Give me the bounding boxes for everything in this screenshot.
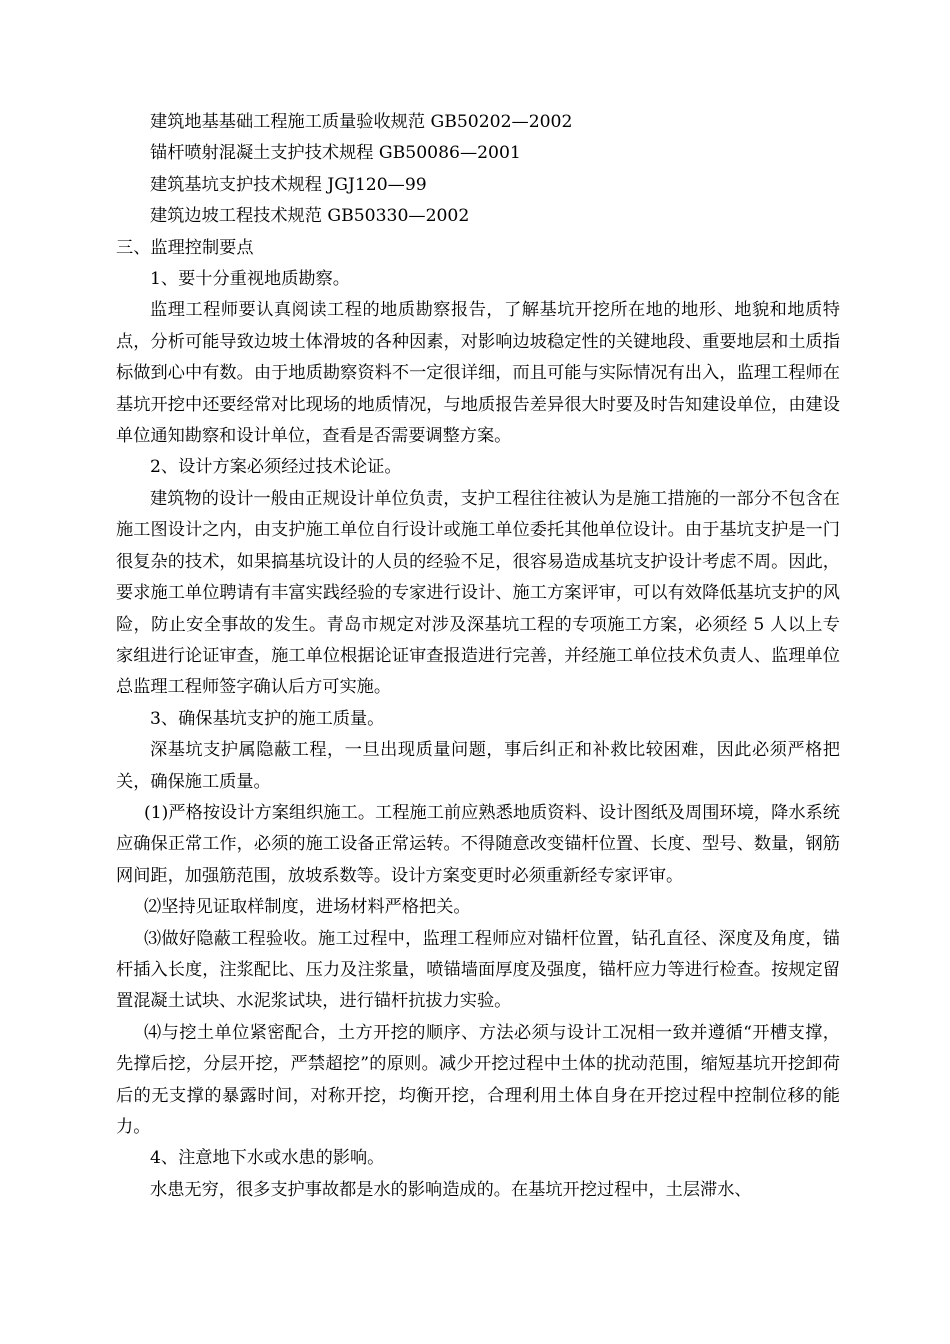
- body-paragraph: 监理工程师要认真阅读工程的地质勘察报告，了解基坑开挖所在地的地形、地貌和地质特点，分析可能导致边坡土体滑坡的各种因素，对影响边坡稳定性的关键地段、重要地层和土质指标做到心中有数。由于地质勘察资料不一定很详细，而且可能与实际情况有出入，监理工程师在基坑开挖中还要经常对比现场的地质情况，与地质报告差异很大时要及时告知建设单位，由建设单位通知勘察和设计单位，查看是否需要调整方案。: [116, 300, 840, 447]
- body-paragraph: 深基坑支护属隐蔽工程，一旦出现质量问题，事后纠正和补救比较困难，因此必须严格把关，确保施工质量。: [116, 740, 840, 792]
- reference-line: 建筑基坑支护技术规程 JGJ120—99: [150, 174, 427, 195]
- body-paragraph: 水患无穷，很多支护事故都是水的影响造成的。在基坑开挖过程中，土层滞水、: [150, 1179, 752, 1200]
- reference-line: 建筑地基基础工程施工质量验收规范 GB50202—2002: [150, 112, 573, 132]
- section-heading: 三、监理控制要点: [116, 237, 254, 258]
- numbered-item: ⑵坚持见证取样制度，进场材料严格把关。: [144, 897, 471, 918]
- point-heading: 3、确保基坑支护的施工质量。: [150, 708, 385, 729]
- reference-line: 建筑边坡工程技术规范 GB50330—2002: [150, 206, 470, 227]
- body-paragraph: 建筑物的设计一般由正规设计单位负责，支护工程往往被认为是施工措施的一部分不包含在施工图设计之内，由支护施工单位自行设计或施工单位委托其他单位设计。由于基坑支护是一门很复杂的技术，如果搞基坑设计的人员的经验不足，很容易造成基坑支护设计考虑不周。因此，要求施工单位聘请有丰富实践经验的专家进行设计、施工方案评审，可以有效降低基坑支护的风险，防止安全事故的发生。青岛市规定对涉及深基坑工程的专项施工方案，必须经 5 人以上专家组进行论证审查，施工单位根据论证审查报造进行完善，并经施工单位技术负责人、监理单位总监理工程师签字确认后方可实施。: [116, 488, 840, 698]
- numbered-item: ⑶做好隐蔽工程验收。施工过程中，监理工程师应对锚杆位置，钻孔直径、深度及角度，锚杆插入长度，注浆配比、压力及注浆量，喷锚墙面厚度及强度，锚杆应力等进行检查。按规定留置混凝土试块、水泥浆试块，进行锚杆抗拔力实验。: [116, 928, 840, 1012]
- point-heading: 1、要十分重视地质勘察。: [150, 269, 350, 290]
- reference-line: 锚杆喷射混凝土支护技术规程 GB50086—2001: [150, 143, 521, 164]
- document-body: [116, 107, 840, 1206]
- numbered-item: (1)严格按设计方案组织施工。工程施工前应熟悉地质资料、设计图纸及周围环境，降水系统应确保正常工作，必须的施工设备正常运转。不得随意改变锚杆位置、长度、型号、数量，钢筋网间距，加强筋范围，放坡系数等。设计方案变更时必须重新经专家评审。: [116, 802, 840, 886]
- point-heading: 4、注意地下水或水患的影响。: [150, 1148, 385, 1169]
- point-heading: 2、设计方案必须经过技术论证。: [150, 457, 402, 478]
- numbered-item: ⑷与挖土单位紧密配合，土方开挖的顺序、方法必须与设计工况相一致并遵循“开槽支撑，先撑后挖，分层开挖，严禁超挖”的原则。减少开挖过程中土体的扰动范围，缩短基坑开挖卸荷后的无支撑的暴露时间，对称开挖，均衡开挖，合理利用土体自身在开挖过程中控制位移的能力。: [116, 1022, 840, 1137]
